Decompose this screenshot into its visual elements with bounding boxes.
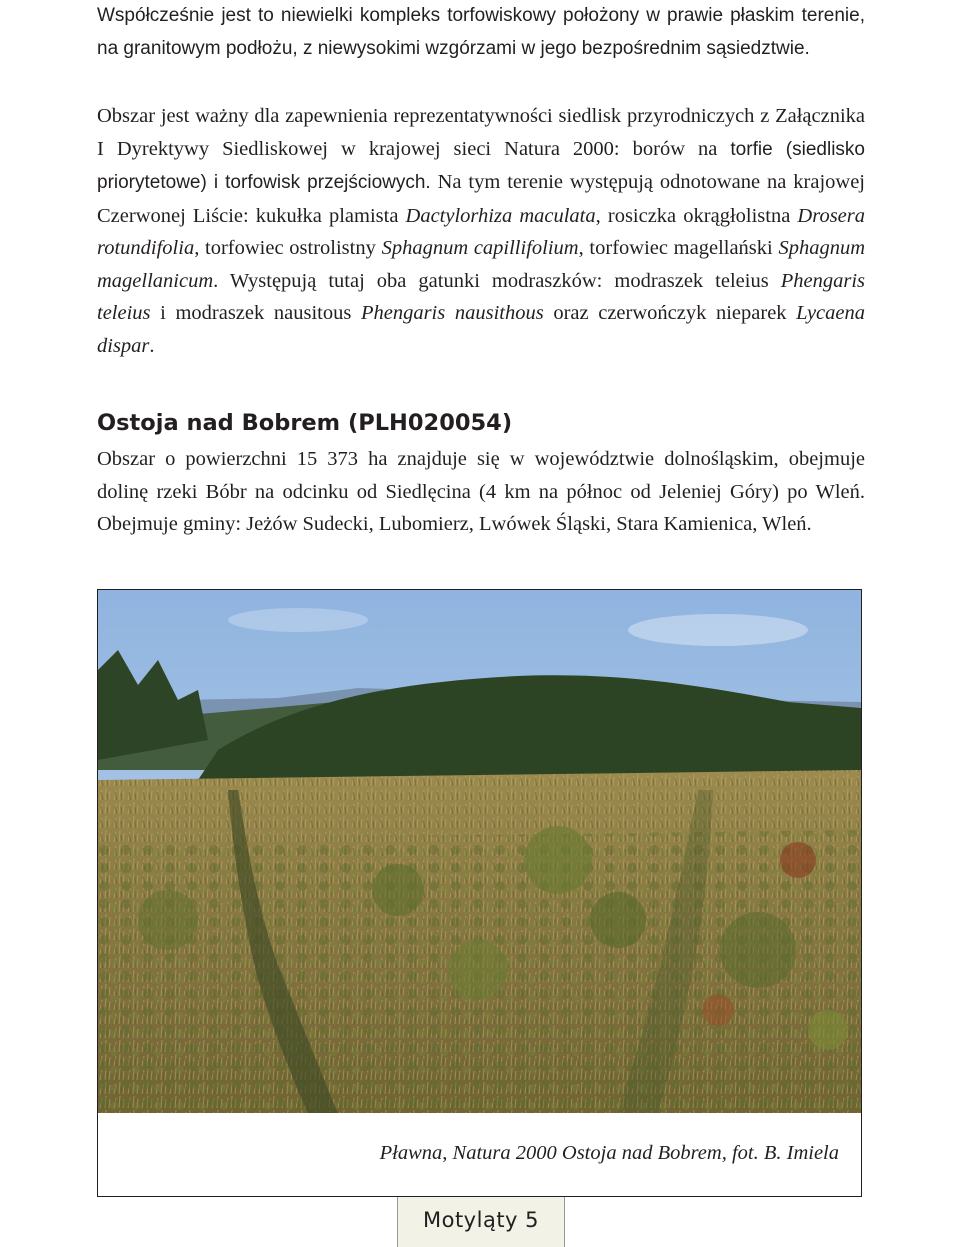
photo-caption: Pławna, Natura 2000 Ostoja nad Bobrem, fot. B. Imiela: [379, 1142, 839, 1164]
section-heading: Ostoja nad Bobrem (PLH020054): [97, 410, 513, 436]
text-run: . Występują tutaj oba gatunki modraszków: modraszek teleius: [213, 269, 781, 292]
figure-frame: [97, 589, 862, 1197]
text-run: Na tym terenie występują odnotowane na krajowej Czerwonej Liście: kukułka plamista: [97, 171, 865, 227]
text-run: oraz czerwończyk nieparek: [543, 302, 797, 324]
species-name: Phengaris teleius: [97, 269, 865, 324]
text-run: .: [149, 334, 155, 357]
text-run: torfie (siedlisko priorytetowe) i torfowisk przejściowych.: [97, 138, 865, 193]
species-name: Lycaena dispar: [97, 302, 866, 357]
text-run: , torfowiec magellański: [578, 237, 779, 259]
species-name: Phengaris nausithous: [360, 302, 544, 324]
text-run: , rosiczka okrągłolistna: [595, 204, 798, 227]
meadow-landscape-illustration: [98, 590, 861, 1113]
text-run: Obszar jest ważny dla zapewnienia reprezentatywności siedlisk przyrodniczych z Załącznika I Dyrektywy Siedliskowej w krajowej sieci Natura 2000: borów na: [97, 105, 865, 160]
intro-paragraph: [97, 0, 865, 65]
intro-paragraph-text: Współcześnie jest to niewielki kompleks torfowiskowy położony w prawie płaskim terenie, na granitowym podłożu, z niewysokimi wzgórzami w jego bezpośrednim sąsiedztwie.: [97, 5, 865, 59]
text-run: i modraszek nausitous: [150, 302, 361, 324]
landscape-photo: [98, 590, 861, 1113]
species-name: Sphagnum capillifolium: [381, 237, 579, 259]
section-paragraph: [97, 443, 865, 541]
footer-label: Motyląty 5: [422, 1208, 540, 1232]
species-name: Dactylorhiza maculata: [405, 204, 596, 227]
species-name: Sphagnum magellanicum: [97, 237, 865, 292]
importance-paragraph: [97, 100, 865, 362]
text-run: , torfowiec ostrolistny: [194, 237, 382, 259]
species-name: Drosera rotundifolia: [97, 204, 865, 259]
section-paragraph-text: Obszar o powierzchni 15 373 ha znajduje się w województwie dolnośląskim, obejmuje dolinę rzeki Bóbr na odcinku od Siedlęcina (4 km na północ od Jeleniej Góry) po Wleń. Obejmuje gminy: Jeżów Sudecki, Lubomierz, Lwówek Śląski, Stara Kamienica, Wleń.: [97, 448, 865, 535]
